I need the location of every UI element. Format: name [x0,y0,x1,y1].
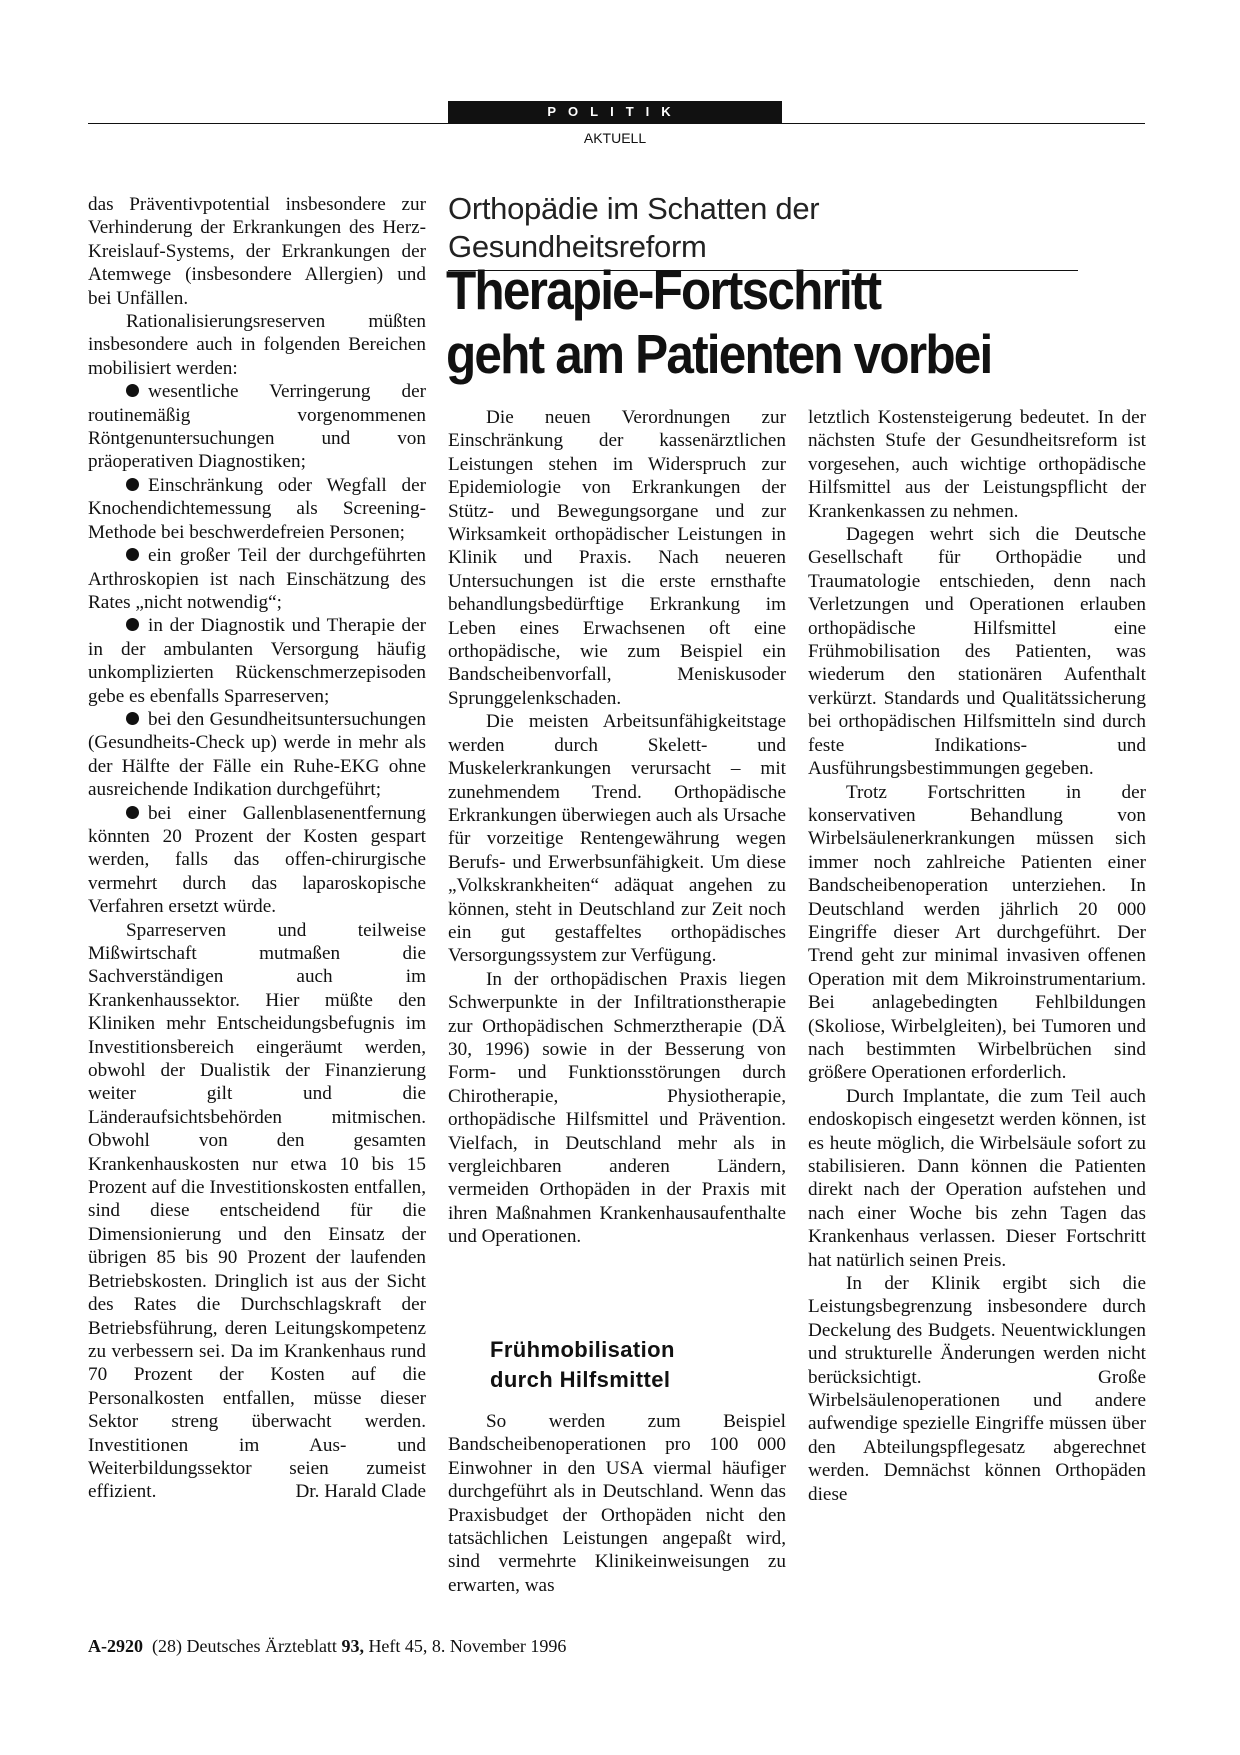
column-2 [448,406,786,1249]
bullet-item: in der Diagnostik und Therapie der in der ambulanten Versorgung häufig unkomplizierten Rückenschmerzepisoden gebe es ebenfalls Sparreserven; [88,615,426,707]
bullet-item: ein großer Teil der durchgeführten Arthroskopien ist nach Einschätzung des Rates „nicht notwendig“; [88,545,426,613]
page-number: A-2920 [88,1636,143,1656]
headline-line-1: Therapie-Fortschritt [446,259,881,321]
paragraph: Sparreserven und teilweise Mißwirtschaft mutmaßen die Sachverständigen auch im Krankenhaussektor. Hier müßte den Kliniken mehr Entscheidungsbefugnis im Investitionsbereich eingeräumt werden, obwohl der Dualistik der Finanzierung weiter gilt und die Länderaufsichtsbehörden mitmischen. Obwohl von den gesamten Krankenhauskosten nur etwa 10 bis 15 Prozent auf die Investitionskosten entfallen, sind diese entscheidend für die Dimensionierung und den Einsatz der übrigen 85 bis 90 Prozent der laufenden Betriebskosten. Dringlich ist aus der Sicht des Rates die Durchschlagskraft der Betriebsführung, deren Leitungskompetenz zu verbessern sei. Da im Krankenhaus rund 70 Prozent der Kosten auf die Personalkosten entfallen, müsse dieser Sektor streng überwacht werden. Investitionen im Aus- und Weiterbildungssektor seien zumeist effizient. Dr. Harald Clade [88,919,426,1503]
paragraph: In der Klinik ergibt sich die Leistungsbegrenzung insbesondere durch Deckelung des Budgets. Neuentwicklungen und strukturelle Änderungen werden nicht berücksichtigt. Große Wirbelsäulenoperationen und andere aufwendige spezielle Eingriffe müssen über den Abteilungspflegesatz abgerechnet werden. Demnächst können Orthopäden diese [808,1273,1146,1505]
paragraph: Die neuen Verordnungen zur Einschränkung der kassenärztlichen Leistungen stehen im Widerspruch zur Epidemiologie von Erkrankungen der Stütz- und Bewegungsorgane und zur Wirksamkeit orthopädischer Leistungen in Klinik und Praxis. Nach neueren Untersuchungen ist die erste ernsthafte behandlungsbedürftige Erkrankung im Leben eines Erwachsenen oft eine orthopädische, wie zum Beispiel ein Bandscheibenvorfall, Meniskusoder Sprunggelenkschaden. [448,407,786,709]
paragraph: Durch Implantate, die zum Teil auch endoskopisch eingesetzt werden können, ist es heute möglich, die Wirbelsäule sofort zu stabilisieren. Dann können die Patienten direkt nach der Operation aufstehen und nach einer Woche bis zehn Tagen das Krankenhaus verlassen. Dieser Fortschritt hat natürlich seinen Preis. [808,1085,1146,1271]
bullet-item: bei einer Gallenblasenentfernung könnten 20 Prozent der Kosten gespart werden, falls das offen-chirurgische vermehrt durch das laparoskopische Verfahren ersetzt würde. [88,802,426,918]
bullet-icon [126,618,139,631]
bullet-icon [126,548,139,561]
volume-number: 93, [341,1636,364,1656]
top-rule [88,123,1145,124]
paragraph: Trotz Fortschritten in der konservativen Behandlung von Wirbelsäulenerkrankungen müssen sich immer noch zahlreiche Patienten einer Bandscheibenoperation unterziehen. In Deutschland werden jährlich 20 000 Eingriffe dieser Art durchgeführt. Der Trend geht zur minimal invasiven offenen Operation mit dem Mikroinstrumentarium. Bei anlagebedingten Fehlbildungen (Skoliose, Wirbelgleiten), bei Tumoren und nach bestimmten Wirbelbrüchen sind größere Operationen erforderlich. [808,781,1146,1084]
bullet-icon [126,806,139,819]
column-2-continued [448,1410,786,1597]
author-byline: Dr. Harald Clade [295,1481,426,1503]
bullet-icon [126,384,139,397]
column-3 [808,406,1146,1506]
page-footer: A-2920 (28) Deutsches Ärzteblatt 93, Heft 45, 8. November 1996 [88,1636,567,1656]
paragraph: So werden zum Beispiel Bandscheibenoperationen pro 100 000 Einwohner in den USA viermal häufiger durchgeführt als in Deutschland. Wenn das Praxisbudget der Orthopäden nicht den tatsächlichen Leistungen angepaßt wird, sind vermehrte Klinikeinweisungen zu erwarten, was [448,1411,786,1596]
column-1 [88,193,426,1504]
bullet-icon [126,478,139,491]
paragraph: Dagegen wehrt sich die Deutsche Gesellschaft für Orthopädie und Traumatologie entschieden, denn nach Verletzungen und Operationen erlauben orthopädische Hilfsmittel eine Frühmobilisation des Patienten, was wiederum den stationären Aufenthalt verkürzt. Standards und Qualitätssicherung bei orthopädischen Hilfsmitteln sind durch feste Indikations- und Ausführungsbestimmungen gegeben. [808,524,1146,780]
article-headline [446,258,1076,386]
bullet-icon [126,712,139,725]
subsection-label: AKTUELL [583,130,647,146]
paragraph: Die meisten Arbeitsunfähigkeitstage werden durch Skelett- und Muskelerkrankungen verursacht – mit zunehmendem Trend. Orthopädische Erkrankungen überwiegen auch als Ursache für vorzeitige Rentengewährung wegen Berufs- und Erwerbsunfähigkeit. Um diese „Volkskrankheiten“ adäquat angehen zu können, steht in Deutschland zur Zeit noch ein gut gestaffeltes orthopädisches Versorgungssystem zur Verfügung. [448,711,786,967]
paragraph: In der orthopädischen Praxis liegen Schwerpunkte in der Infiltrationstherapie zur Orthopädischen Schmerztherapie (DÄ 30, 1996) sowie in der Besserung von Form- und Funktionsstörungen durch Chirotherapie, Physiotherapie, orthopädische Hilfsmittel und Prävention. Vielfach, in Deutschland mehr als in vergleichbaren anderen Ländern, vermeiden Orthopäden in der Praxis mit ihren Maßnahmen Krankenhausaufenthalte und Operationen. [448,968,786,1248]
paragraph: das Präventivpotential insbesondere zur Verhinderung der Erkrankungen des Herz-Kreislauf-Systems, der Erkrankungen der Atemwege (insbesondere Allergien) und bei Unfällen. [88,194,426,309]
bullet-item: Einschränkung oder Wegfall der Knochendichtemessung als Screening-Methode bei beschwerdefreien Personen; [88,474,426,543]
section-label: POLITIK [448,101,782,123]
bullet-item: bei den Gesundheitsuntersuchungen (Gesundheits-Check up) werde in mehr als der Hälfte der Fälle ein Ruhe-EKG ohne ausreichende Indikation durchgeführt; [88,708,426,801]
section-subheading: Frühmobilisation durch Hilfsmittel [490,1337,675,1392]
paragraph: Rationalisierungsreserven müßten insbesondere auch in folgenden Bereichen mobilisiert werden: [88,311,426,379]
article-kicker: Orthopädie im Schatten der Gesundheitsreform [448,190,1078,271]
bullet-item: wesentliche Verringerung der routinemäßig vorgenommenen Röntgenuntersuchungen und von präoperativen Diagnostiken; [88,381,426,473]
paragraph: letztlich Kostensteigerung bedeutet. In der nächsten Stufe der Gesundheitsreform ist vorgesehen, auch wichtige orthopädische Hilfsmittel aus der Leistungspflicht der Krankenkassen zu nehmen. [808,407,1146,522]
headline-line-2: geht am Patienten vorbei [446,323,992,385]
